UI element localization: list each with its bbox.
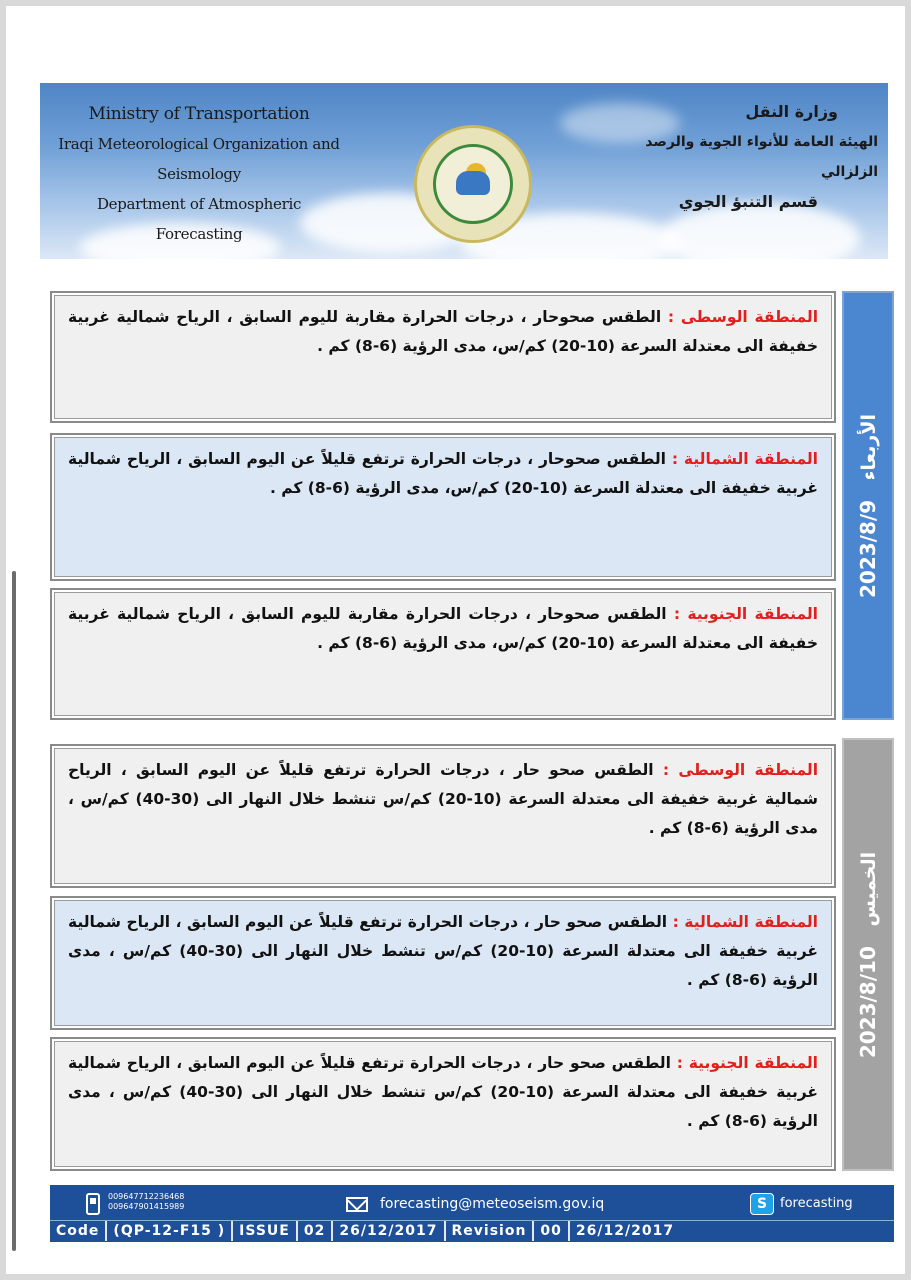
phone-icon — [86, 1193, 100, 1215]
organization-logo — [414, 125, 532, 243]
header-arabic — [618, 97, 878, 217]
ministry-name-en: Ministry of Transportation — [88, 104, 310, 124]
phone-number-2: 009647901415989 — [108, 1202, 185, 1211]
skype-icon: S — [750, 1193, 774, 1215]
region-label: المنطقة الوسطى : — [662, 761, 819, 779]
forecast-text: الطقس صحو حار ، درجات الحرارة ترتفع قليلاً عن اليوم السابق ، الرياح شمالية غربية خفيفة الى معتدلة السرعة (10-20) كم/س تنشط خلال النهار الى (30-40) كم/س ، مدى الرؤية (6-8) كم . — [68, 761, 818, 837]
organization-name-ar: الهيئة العامة للأنواء الجوية والرصد الزلزالي — [645, 134, 878, 180]
forecast-card-day1-central — [50, 291, 836, 423]
forecast-text: الطقس صحوحار ، درجات الحرارة مقاربة لليوم السابق ، الرياح شمالية غربية خفيفة الى معتدلة السرعة (10-20) كم/س، مدى الرؤية (6-8) كم . — [68, 605, 818, 652]
forecast-text: الطقس صحوحار ، درجات الحرارة مقاربة لليوم السابق ، الرياح شمالية غربية خفيفة الى معتدلة السرعة (10-20) كم/س، مدى الرؤية (6-8) كم . — [68, 308, 818, 355]
region-label: المنطقة الجنوبية : — [676, 1054, 818, 1072]
region-label: المنطقة الجنوبية : — [673, 605, 818, 623]
forecast-card-day2-north — [50, 896, 836, 1030]
cloud-icon — [456, 171, 490, 195]
forecast-card-day2-central — [50, 744, 836, 888]
scroll-indicator — [12, 571, 16, 1251]
email-address[interactable]: forecasting@meteoseism.gov.iq — [380, 1196, 605, 1212]
day1-date-sidebar — [842, 291, 894, 720]
forecast-card-day1-north — [50, 433, 836, 581]
region-label: المنطقة الشمالية : — [671, 450, 818, 468]
phone-numbers — [108, 1192, 184, 1212]
footer-bar — [50, 1185, 894, 1242]
skype-handle[interactable]: forecasting — [780, 1196, 853, 1211]
forecast-text: الطقس صحوحار ، درجات الحرارة ترتفع قليلاً عن اليوم السابق ، الرياح شمالية غربية خفيفة الى معتدلة السرعة (10-20) كم/س، مدى الرؤية (6-8) كم . — [68, 450, 818, 497]
ministry-name-ar: وزارة النقل — [745, 102, 838, 121]
forecast-card-day1-south — [50, 588, 836, 720]
issue-date: 26/12/2017 — [333, 1221, 445, 1241]
forecast-text: الطقس صحو حار ، درجات الحرارة ترتفع قليلاً عن اليوم السابق ، الرياح شمالية غربية خفيفة الى معتدلة السرعة (10-20) كم/س تنشط خلال النهار الى (30-40) كم/س ، مدى الرؤية (6-8) كم . — [68, 913, 818, 989]
code-label: Code — [50, 1221, 107, 1241]
day2-date-sidebar — [842, 738, 894, 1171]
organization-name-en: Iraqi Meteorological Organization and Seismology — [58, 135, 340, 183]
day2-date-label — [856, 851, 880, 1057]
header-banner — [40, 83, 888, 259]
region-label: المنطقة الوسطى : — [667, 308, 819, 326]
forecast-text: الطقس صحو حار ، درجات الحرارة ترتفع قليلاً عن اليوم السابق ، الرياح شمالية غربية خفيفة الى معتدلة السرعة (10-20) كم/س تنشط خلال النهار الى (30-40) كم/س ، مدى الرؤية (6-8) كم . — [68, 1054, 818, 1130]
revision-date: 26/12/2017 — [575, 1223, 675, 1239]
logo-emblem — [433, 144, 513, 224]
document-code-row — [50, 1220, 894, 1241]
day2-weekday: الخميس — [858, 851, 880, 927]
code-value: (QP-12-F15 ) — [107, 1221, 233, 1241]
day1-weekday: الأربعاء — [858, 413, 880, 480]
issue-value: 02 — [298, 1221, 333, 1241]
region-label: المنطقة الشمالية : — [672, 913, 818, 931]
day1-date: 2023/8/9 — [856, 499, 880, 598]
revision-value: 00 — [534, 1221, 569, 1241]
revision-label: Revision — [446, 1221, 535, 1241]
department-name-en: Department of Atmospheric Forecasting — [96, 195, 302, 243]
mail-icon — [346, 1197, 368, 1212]
day2-date: 2023/8/10 — [856, 945, 880, 1058]
issue-label: ISSUE — [233, 1221, 298, 1241]
department-name-ar: قسم التنبؤ الجوي — [678, 192, 818, 211]
header-english — [54, 99, 344, 249]
phone-number-1: 009647712236468 — [108, 1192, 185, 1201]
forecast-card-day2-south — [50, 1037, 836, 1171]
day1-date-label — [856, 414, 880, 598]
document-page — [6, 6, 905, 1274]
